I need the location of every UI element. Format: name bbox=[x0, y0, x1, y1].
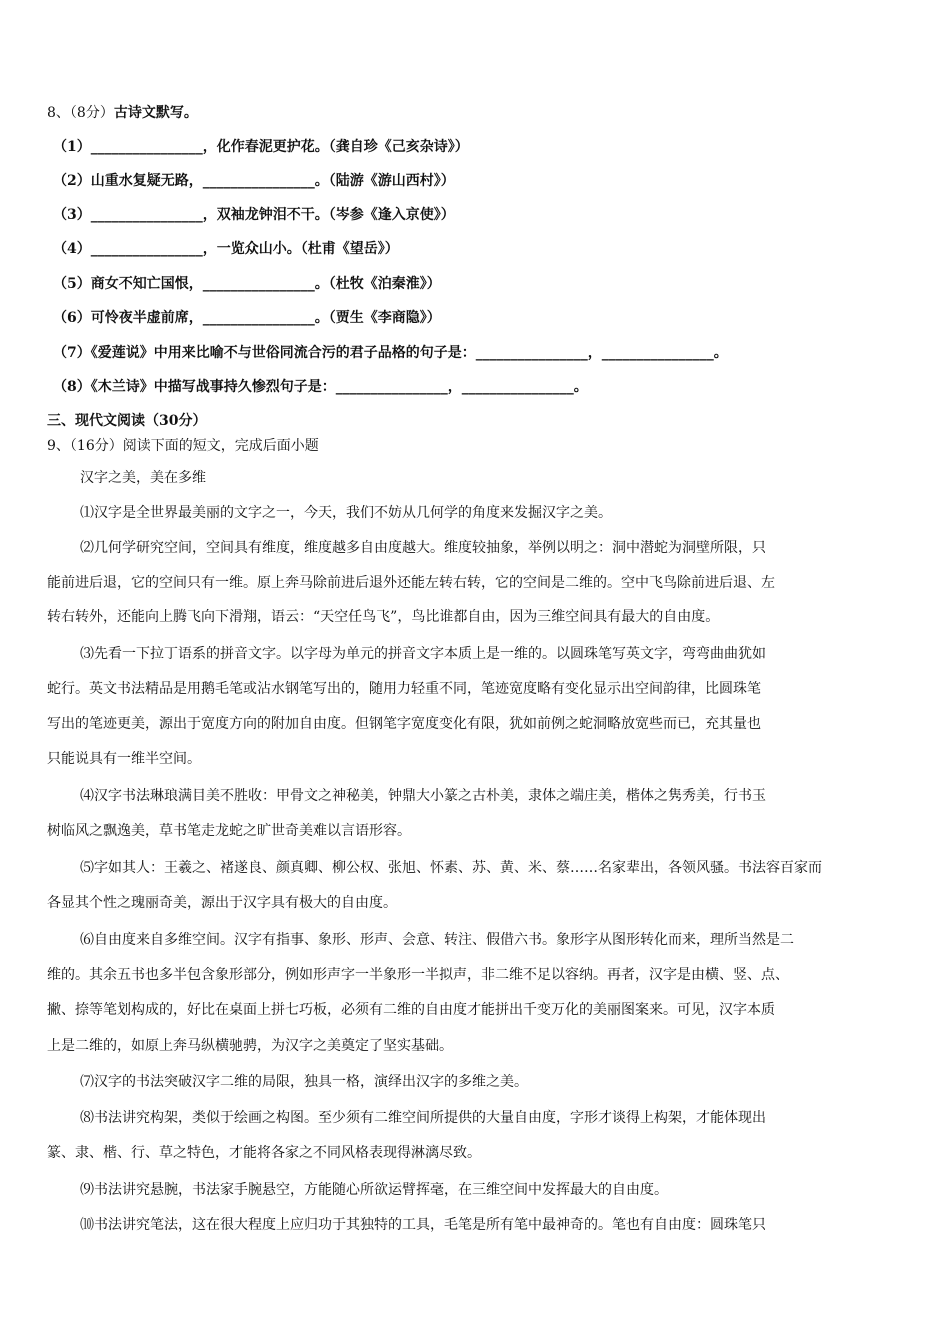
article-line: 只能说具有一维半空间。 bbox=[47, 751, 201, 767]
article-line: 撇、捺等笔划构成的，好比在桌面上拼七巧板，必须有二维的自由度才能拼出千变万化的美丽图案来。可见，汉字本质 bbox=[47, 1002, 775, 1018]
question-8-title: 古诗文默写。 bbox=[113, 105, 198, 121]
article-line: 写出的笔迹更美，源出于宽度方向的附加自由度。但钢笔字宽度变化有限，犹如前例之蛇洞略放宽些而已，充其量也 bbox=[47, 716, 761, 732]
article-line: 各显其个性之瑰丽奇美，源出于汉字具有极大的自由度。 bbox=[47, 895, 397, 911]
q8-item-7: （7）《爱莲说》中用来比喻不与世俗同流合污的君子品格的句子是：________________，________________。 bbox=[53, 345, 728, 361]
article-line: 维的。其余五书也多半包含象形部分，例如形声字一半象形一半拟声，非二维不足以容纳。再者，汉字是由横、竖、点、 bbox=[47, 967, 789, 983]
section-3-title: 三、现代文阅读（30分） bbox=[47, 413, 207, 429]
article-line: 转右转外，还能向上腾飞向下滑翔，语云：“天空任鸟飞”，鸟比谁都自由，因为三维空间具有最大的自由度。 bbox=[47, 609, 720, 625]
article-line: ⑼书法讲究悬腕，书法家手腕悬空，方能随心所欲运臂挥毫，在三维空间中发挥最大的自由度。 bbox=[80, 1182, 668, 1198]
article-line: 蛇行。英文书法精品是用鹅毛笔或沾水钢笔写出的，随用力轻重不同，笔迹宽度略有变化显示出空间韵律，比圆珠笔 bbox=[47, 681, 761, 697]
article-line: 能前进后退，它的空间只有一维。原上奔马除前进后退外还能左转右转，它的空间是二维的。空中飞鸟除前进后退、左 bbox=[47, 575, 775, 591]
q8-item-2: （2）山重水复疑无路，________________。（陆游《游山西村》） bbox=[53, 173, 455, 189]
question-8-number: 8、 bbox=[47, 105, 70, 121]
article-line: 上是二维的，如原上奔马纵横驰骋，为汉字之美奠定了坚实基础。 bbox=[47, 1038, 453, 1054]
article-title: 汉字之美，美在多维 bbox=[80, 470, 206, 486]
q8-item-3: （3）________________，双袖龙钟泪不干。（岑参《逢入京使》） bbox=[53, 207, 455, 223]
question-9-number: 9、 bbox=[47, 438, 70, 454]
q8-item-4: （4）________________，一览众山小。（杜甫《望岳》） bbox=[53, 241, 399, 257]
article-line: ⑷汉字书法琳琅满目美不胜收：甲骨文之神秘美，钟鼎大小篆之古朴美，隶体之端庄美，楷体之隽秀美，行书玉 bbox=[80, 788, 766, 804]
article-line: ⑸字如其人：王羲之、褚遂良、颜真卿、柳公权、张旭、怀素、苏、黄、米、蔡……名家辈出，各领风骚。书法容百家而 bbox=[80, 860, 822, 876]
question-9-score: （16分） bbox=[69, 438, 123, 454]
question-8-header bbox=[47, 103, 198, 123]
article-line: ⑶先看一下拉丁语系的拼音文字。以字母为单元的拼音文字本质上是一维的。以圆珠笔写英文字，弯弯曲曲犹如 bbox=[80, 646, 766, 662]
q8-item-5: （5）商女不知亡国恨，________________。（杜牧《泊秦淮》） bbox=[53, 276, 441, 292]
question-9-header bbox=[47, 436, 319, 456]
article-line: ⑵几何学研究空间，空间具有维度，维度越多自由度越大。维度较抽象，举例以明之：洞中潜蛇为洞壁所限，只 bbox=[80, 540, 766, 556]
q8-item-1: （1）________________，化作春泥更护花。（龚自珍《己亥杂诗》） bbox=[53, 139, 469, 155]
q8-item-6: （6）可怜夜半虚前席，________________。（贾生《李商隐》） bbox=[53, 310, 441, 326]
article-line: ⑺汉字的书法突破汉字二维的局限，独具一格，演绎出汉字的多维之美。 bbox=[80, 1074, 528, 1090]
article-line: ⑹自由度来自多维空间。汉字有指事、象形、形声、会意、转注、假借六书。象形字从图形转化而来，理所当然是二 bbox=[80, 932, 794, 948]
article-line: 篆、隶、楷、行、草之特色，才能将各家之不同风格表现得淋漓尽致。 bbox=[47, 1145, 481, 1161]
question-8-score: （8分） bbox=[69, 105, 114, 121]
question-9-instruction: 阅读下面的短文，完成后面小题 bbox=[122, 438, 319, 454]
article-line: ⑻书法讲究构架，类似于绘画之构图。至少须有二维空间所提供的大量自由度，字形才谈得上构架，才能体现出 bbox=[80, 1110, 766, 1126]
article-line: ⑴汉字是全世界最美丽的文字之一，今天，我们不妨从几何学的角度来发掘汉字之美。 bbox=[80, 505, 612, 521]
article-line: 树临风之飘逸美，草书笔走龙蛇之旷世奇美难以言语形容。 bbox=[47, 823, 411, 839]
q8-item-8: （8）《木兰诗》中描写战事持久惨烈句子是：________________，________________。 bbox=[53, 379, 588, 395]
article-line: ⑽书法讲究笔法，这在很大程度上应归功于其独特的工具，毛笔是所有笔中最神奇的。笔也有自由度：圆珠笔只 bbox=[80, 1217, 766, 1233]
